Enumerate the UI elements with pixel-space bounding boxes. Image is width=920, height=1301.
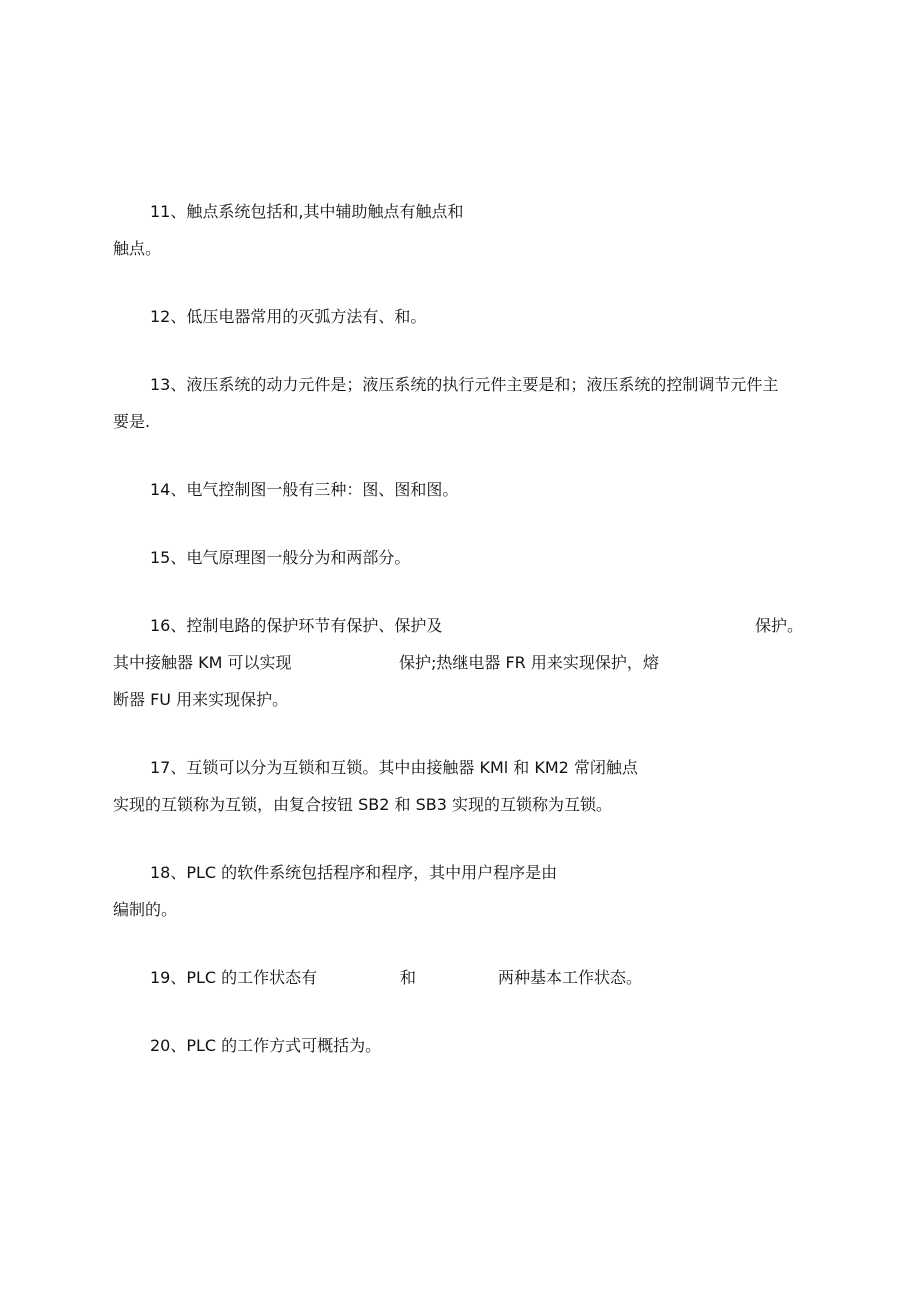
q18-line-2: 编制的。 <box>113 900 178 919</box>
q12-line-1: 12、低压电器常用的灭弧方法有、和。 <box>150 307 427 326</box>
q19-part-a: 19、PLC 的工作状态有 <box>150 968 318 987</box>
q16-line-2a: 其中接触器 KM 可以实现 <box>113 653 292 672</box>
q16-line-2b: 保护;热继电器 FR 用来实现保护，熔 <box>399 653 659 672</box>
q13-line-2: 要是. <box>113 412 151 431</box>
q18-line-1: 18、PLC 的软件系统包括程序和程序，其中用户程序是由 <box>150 863 558 882</box>
q11-line-1: 11、触点系统包括和,其中辅助触点有触点和 <box>150 202 464 221</box>
q16-line-1b: 保护。 <box>755 616 804 635</box>
q13-line-1: 13、液压系统的动力元件是；液压系统的执行元件主要是和；液压系统的控制调节元件主 <box>150 375 779 394</box>
q17-line-2: 实现的互锁称为互锁，由复合按钮 SB2 和 SB3 实现的互锁称为互锁。 <box>113 795 612 814</box>
q11-line-2: 触点。 <box>113 239 162 258</box>
q16-line-3: 断器 FU 用来实现保护。 <box>113 690 289 709</box>
q14-line-1: 14、电气控制图一般有三种：图、图和图。 <box>150 480 459 499</box>
q19-part-b: 和 <box>400 968 417 987</box>
q15-line-1: 15、电气原理图一般分为和两部分。 <box>150 548 411 567</box>
q16-line-1a: 16、控制电路的保护环节有保护、保护及 <box>150 616 443 635</box>
q17-line-1: 17、互锁可以分为互锁和互锁。其中由接触器 KMl 和 KM2 常闭触点 <box>150 758 638 777</box>
q19-part-c: 两种基本工作状态。 <box>498 968 643 987</box>
q20-line-1: 20、PLC 的工作方式可概括为。 <box>150 1036 382 1055</box>
